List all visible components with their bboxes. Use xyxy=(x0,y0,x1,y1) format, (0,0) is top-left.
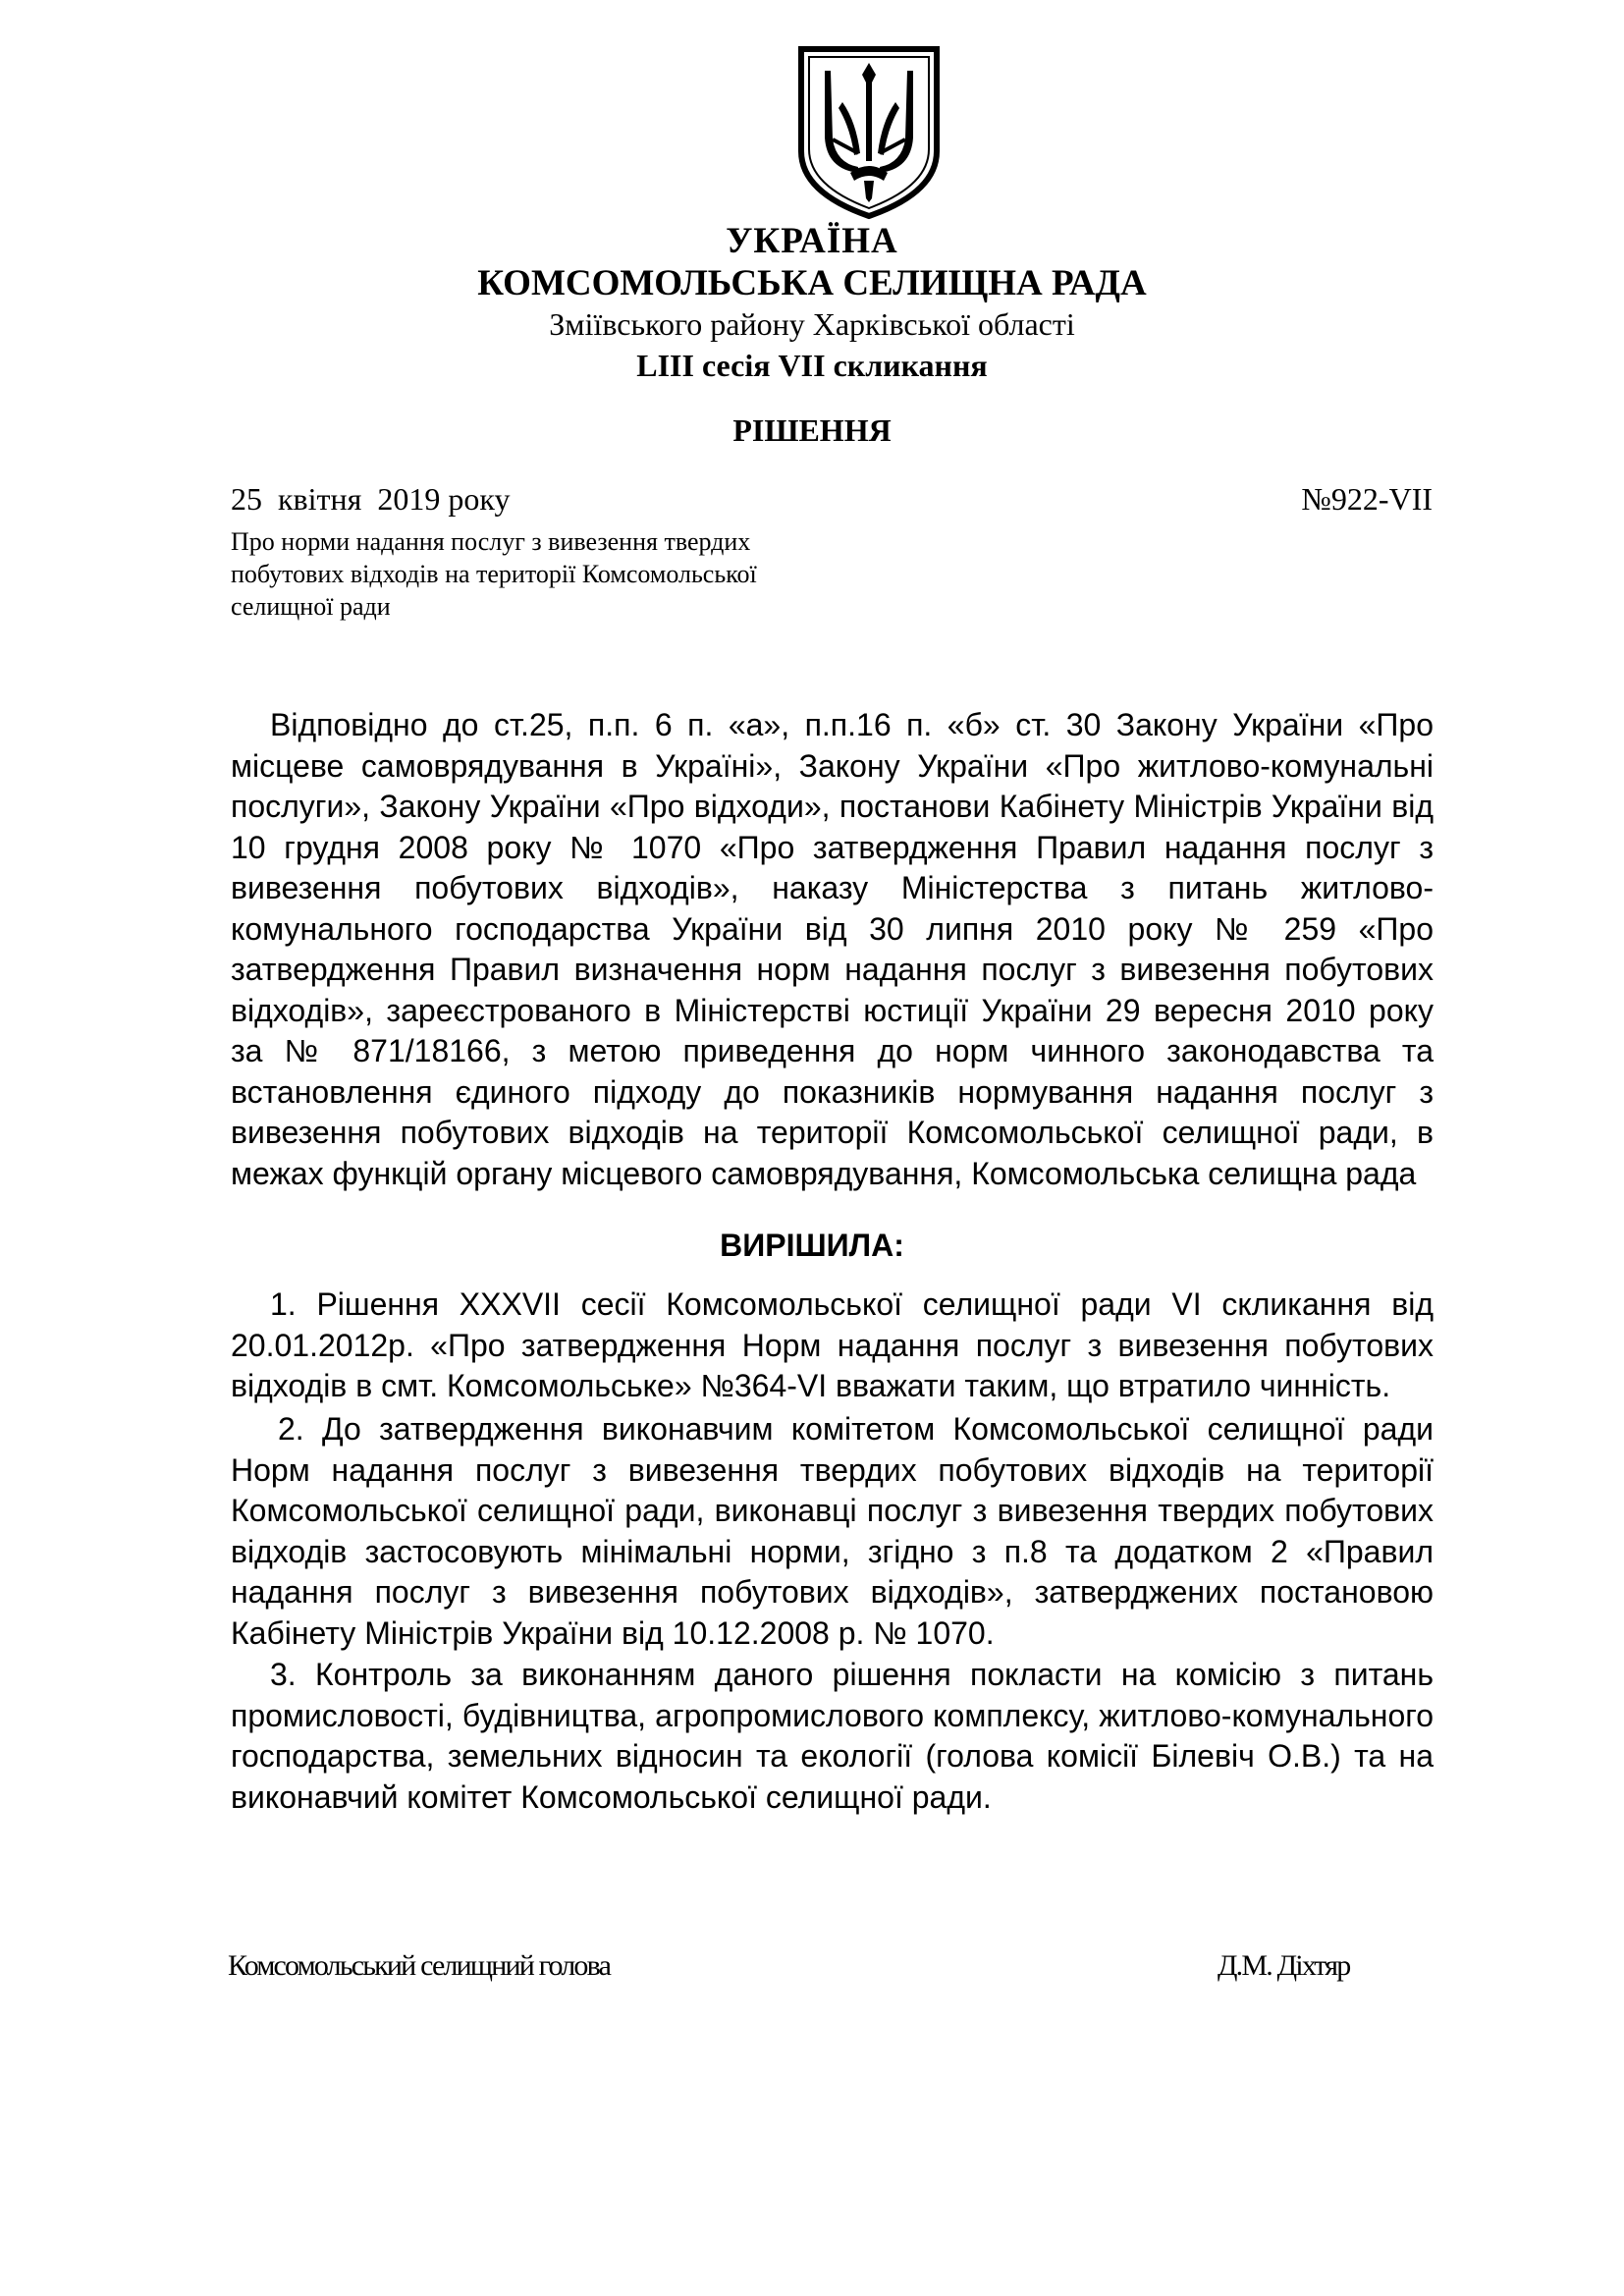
country-title: УКРАЇНА xyxy=(726,221,898,261)
decision-item: 3. Контроль за виконанням даного рішення покласти на комісію з питань промисловості, будівництва, агропромислового комплексу, житлово-комунального господарства, земельних відносин та екології (голова комісії Білевіч О.В.) та на виконавчий комітет Комсомольської селищної ради. xyxy=(231,1657,1434,1815)
signatory-name: Д.М. Діхтяр xyxy=(1218,1949,1350,1982)
document-subject xyxy=(231,525,757,623)
trident-emblem-icon xyxy=(795,43,943,220)
session-title: LIII сесія VII скликання xyxy=(636,348,988,383)
decided-heading: ВИРІШИЛА: xyxy=(720,1228,904,1263)
document-kind: РІШЕННЯ xyxy=(732,412,892,448)
preamble-paragraph: Відповідно до ст.25, п.п. 6 п. «а», п.п.16 п. «б» ст. 30 Закону України «Про місцеве самоврядування в Україні», Закону України «Про житлово-комунальні послуги», Закону України «Про відходи», постанови Кабінету Міністрів України від 10 грудня 2008 року № 1070 «Про затвердження Правил надання послуг з вивезення побутових відходів», наказу Міністерства з питань житлово-комунального господарства України від 30 липня 2010 року № 259 «Про затвердження Правил визначення норм надання послуг з вивезення побутових відходів», зареєстрованого в Міністерстві юстиції України 29 вересня 2010 року за № 871/18166, з метою приведення до норм чинного законодавства та встановлення єдиного підходу до показників нормування надання послуг з вивезення побутових відходів на території Комсомольської селищної ради, в межах функцій органу місцевого самоврядування, Комсомольська селищна рада xyxy=(231,707,1434,1191)
document-date: 25 квітня 2019 року xyxy=(231,481,511,517)
document-number: №922-VII xyxy=(1301,481,1433,517)
subject-line: побутових відходів на території Комсомольської xyxy=(231,560,757,588)
signatory-title: Комсомольський селищний голова xyxy=(228,1949,611,1982)
subject-line: селищної ради xyxy=(231,592,391,621)
council-title: КОМСОМОЛЬСЬКА СЕЛИЩНА РАДА xyxy=(477,263,1147,303)
decision-item: 2. До затвердження виконавчим комітетом Комсомольської селищної ради Норм надання послуг з вивезення твердих побутових відходів на території Комсомольської селищної ради, виконавці послуг з вивезення твердих побутових відходів застосовують мінімальні норми, згідно з п.8 та додатком 2 «Правил надання послуг з вивезення побутових відходів», затверджених постановою Кабінету Міністрів України від 10.12.2008 р. № 1070. xyxy=(231,1411,1434,1651)
district-subtitle: Зміївського району Харківської області xyxy=(549,306,1075,342)
decision-item: 1. Рішення XXXVII сесії Комсомольської селищної ради VI скликання від 20.01.2012р. «Про затвердження Норм надання послуг з вивезення побутових відходів в смт. Комсомольське» №364-VI вважати таким, що втратило чинність. xyxy=(231,1286,1434,1403)
subject-line: Про норми надання послуг з вивезення твердих xyxy=(231,527,751,556)
